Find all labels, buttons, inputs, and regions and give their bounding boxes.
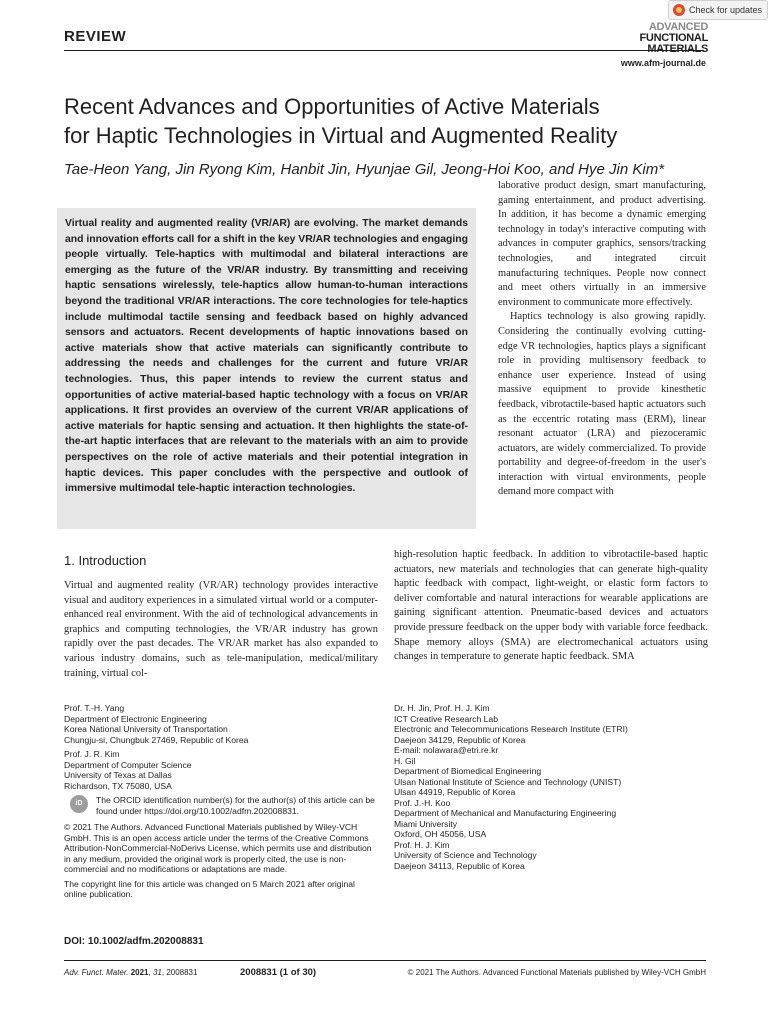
affiliation-line: ICT Creative Research Lab bbox=[394, 713, 498, 724]
affiliation-line: Electronic and Telecommunications Research Institute (ETRI) bbox=[394, 724, 628, 734]
affiliation-line: H. Gil bbox=[394, 755, 416, 766]
footer-rule bbox=[64, 960, 706, 961]
orcid-text[interactable]: The ORCID identification number(s) for the author(s) of this article can be found under https://doi.org/10.1002/adfm.202008831. bbox=[96, 795, 375, 816]
author-list: Tae-Heon Yang, Jin Ryong Kim, Hanbit Jin, Hyunjae Gil, Jeong-Hoi Koo, and Hye Jin Kim* bbox=[64, 161, 665, 178]
footer-article-no: 2008831 bbox=[166, 968, 198, 977]
affiliation-line: Korea National University of Transportation bbox=[64, 724, 228, 734]
affiliation-line: Department of Biomedical Engineering bbox=[394, 766, 542, 776]
body-paragraph: high-resolution haptic feedback. In addition to vibrotactile-based haptic actuators, new materials and technologies that can generate high-quality haptic feedback with compact, light-weight, or elastic form factors to deliver comfortable and natural interactions for wearable applications are gaining significant attention. Pneumatic-based devices and actuators provide pressure feedback on the upper body with variable force feedback. Shape memory alloys (SMA) are electromechanical actuators using changes in temperature to generate haptic feedback. SMA bbox=[394, 549, 708, 663]
affiliation-line: Chungju-si, Chungbuk 27469, Republic of Korea bbox=[64, 734, 249, 745]
affiliation-block bbox=[394, 703, 710, 756]
affiliation-line: Prof. T.-H. Yang bbox=[64, 703, 125, 713]
right-column-top bbox=[498, 179, 706, 500]
right-column-wide bbox=[394, 548, 708, 665]
affiliation-line: Richardson, TX 75080, USA bbox=[64, 780, 172, 791]
orcid-note bbox=[64, 795, 380, 816]
title-line-1: Recent Advances and Opportunities of Active Materials bbox=[64, 94, 600, 119]
affiliation-line: Department of Electronic Engineering bbox=[64, 713, 207, 724]
footer-volume: 31 bbox=[152, 968, 162, 977]
affiliation-line: University of Texas at Dallas bbox=[64, 770, 172, 780]
section-label: REVIEW bbox=[64, 28, 127, 45]
affiliation-line: Dr. H. Jin, Prof. H. J. Kim bbox=[394, 703, 490, 713]
page-label: 2008831 (1 of 30) bbox=[240, 967, 317, 978]
introduction-column bbox=[64, 579, 378, 681]
affiliation-line: Prof. H. J. Kim bbox=[394, 839, 450, 850]
doi-link[interactable]: DOI: 10.1002/adfm.202008831 bbox=[64, 936, 204, 947]
journal-abbrev: Adv. Funct. Mater. bbox=[64, 968, 129, 977]
abstract-box bbox=[57, 208, 476, 529]
article-title bbox=[64, 92, 724, 150]
abstract-text: Virtual reality and augmented reality (VR/AR) are evolving. The market demands and innovation efforts call for a shift in the key VR/AR technologies and engaging people virtually. Tele-haptics with multimodal and bilateral interactions are emerging as the future of the VR/AR industry. By transmitting and receiving haptic sensations wirelessly, tele-haptics allow human-to-human interactions beyond the traditional VR/AR interactions. The core technologies for tele-haptics include multimodal tactile sensing and feedback based on highly advanced sensors and actuators. Recent developments of haptic innovations based on active materials show that active materials can significantly contribute to addressing the needs and challenges for the current and future VR/AR technologies. Thus, this paper intends to review the current status and opportunities of active material-based haptic technology with a focus on VR/AR applications. It first provides an overview of the current VR/AR applications of active materials for haptic sensing and actuation. It then highlights the state-of-the-art haptic interfaces that are relevant to the materials with an aim to provide perspectives on the role of active materials and their potential integration in haptic devices. This paper concludes with the perspective and outlook of immersive multimodal tele-haptic interaction technologies. bbox=[65, 218, 468, 495]
affiliation-line: Daejeon 34129, Republic of Korea bbox=[394, 734, 526, 745]
header-rule bbox=[64, 50, 704, 51]
affiliation-line: Prof. J. R. Kim bbox=[64, 749, 120, 759]
affiliation-block bbox=[64, 703, 380, 745]
affiliation-line: Prof. J.-H. Koo bbox=[394, 797, 451, 808]
body-paragraph: Haptics technology is also growing rapidly. Considering the continually evolving cutting-edge VR technologies, haptics plays a significant role in providing multisensory feedback to enhance user experience. Instead of using massive equipment to provide kinesthetic feedback, vibrotactile-based haptic actuators such as the eccentric rotating mass (ERM), linear resonant actuator (LRA) and piezoceramic actuators, are widely commercialized. To provide portability and degree-of-freedom in the user's interaction with virtual environments, people demand more compact with bbox=[498, 311, 706, 498]
affiliation-line: Ulsan National Institute of Science and Technology (UNIST) bbox=[394, 776, 622, 787]
body-paragraph: Virtual and augmented reality (VR/AR) technology provides interactive visual and auditory experiences in a simulated virtual world or a computer-enhanced real environment. With the aid of technological advancements in graphics and computing technologies, the VR/AR industry has grown rapidly over the past decades. The VR/AR market has also expanded to various industry domains, such as tele-manipulation, medical/military training, virtual col- bbox=[64, 580, 378, 679]
logo-line-2: FUNCTIONAL bbox=[639, 32, 708, 44]
body-paragraph: laborative product design, smart manufacturing, gaming entertainment, and product advertising. In addition, it has become a dynamic emerging technology in today's interactive computing with advances in computer graphics, sensors/tracking technologies, and integrated circuit manufacturing techniques. People now connect and meet others virtually in an immersive environment to communicate more effectively. bbox=[498, 180, 706, 308]
affiliation-line: University of Science and Technology bbox=[394, 850, 537, 860]
check-for-updates-button[interactable] bbox=[668, 0, 768, 20]
copyright-note: The copyright line for this article was changed on 5 March 2021 after original online publication. bbox=[64, 878, 355, 899]
journal-logo bbox=[632, 22, 708, 55]
footer-citation bbox=[64, 968, 197, 977]
orcid-icon: iD bbox=[70, 795, 88, 813]
page-number bbox=[240, 967, 316, 978]
affiliation-line: Department of Mechanical and Manufacturing Engineering bbox=[394, 808, 617, 818]
affiliation-line: Oxford, OH 45056, USA bbox=[394, 829, 487, 839]
section-heading-introduction: 1. Introduction bbox=[64, 553, 147, 568]
affiliation-line: Ulsan 44919, Republic of Korea bbox=[394, 787, 516, 797]
license-text: © 2021 The Authors. Advanced Functional Materials published by Wiley-VCH GmbH. This is an open access article under the terms of the Creative Commons Attribution-NonCommercial-NoDerivs License, which permits use and distribution in any medium, provided the original work is properly cited, the use is non-commercial and no modifications or adaptations are made. bbox=[64, 822, 372, 874]
footer-sep: , bbox=[148, 968, 153, 977]
affiliation-line: Department of Computer Science bbox=[64, 759, 192, 770]
affiliation-block bbox=[394, 756, 710, 798]
affiliations-left bbox=[64, 703, 380, 904]
email-link[interactable]: E-mail: nolawara@etri.re.kr bbox=[394, 745, 499, 755]
title-line-2: for Haptic Technologies in Virtual and Augmented Reality bbox=[64, 123, 618, 148]
logo-line-3: MATERIALS bbox=[647, 43, 708, 55]
footer-copyright: © 2021 The Authors. Advanced Functional Materials published by Wiley-VCH GmbH bbox=[407, 968, 706, 977]
logo-line-1: ADVANCED bbox=[648, 21, 708, 33]
footer-sep: , bbox=[161, 968, 167, 977]
footer-year: 2021 bbox=[130, 968, 149, 977]
affiliations-right bbox=[394, 703, 710, 871]
affiliation-block bbox=[394, 798, 710, 840]
affiliation-line: Daejeon 34113, Republic of Korea bbox=[394, 860, 525, 871]
affiliation-line: Miami University bbox=[394, 818, 458, 829]
journal-website-link[interactable]: www.afm-journal.de bbox=[620, 58, 706, 68]
update-badge-icon bbox=[673, 4, 685, 16]
affiliation-block bbox=[394, 840, 710, 872]
check-for-updates-label: Check for updates bbox=[689, 5, 763, 15]
affiliation-block bbox=[64, 749, 380, 791]
